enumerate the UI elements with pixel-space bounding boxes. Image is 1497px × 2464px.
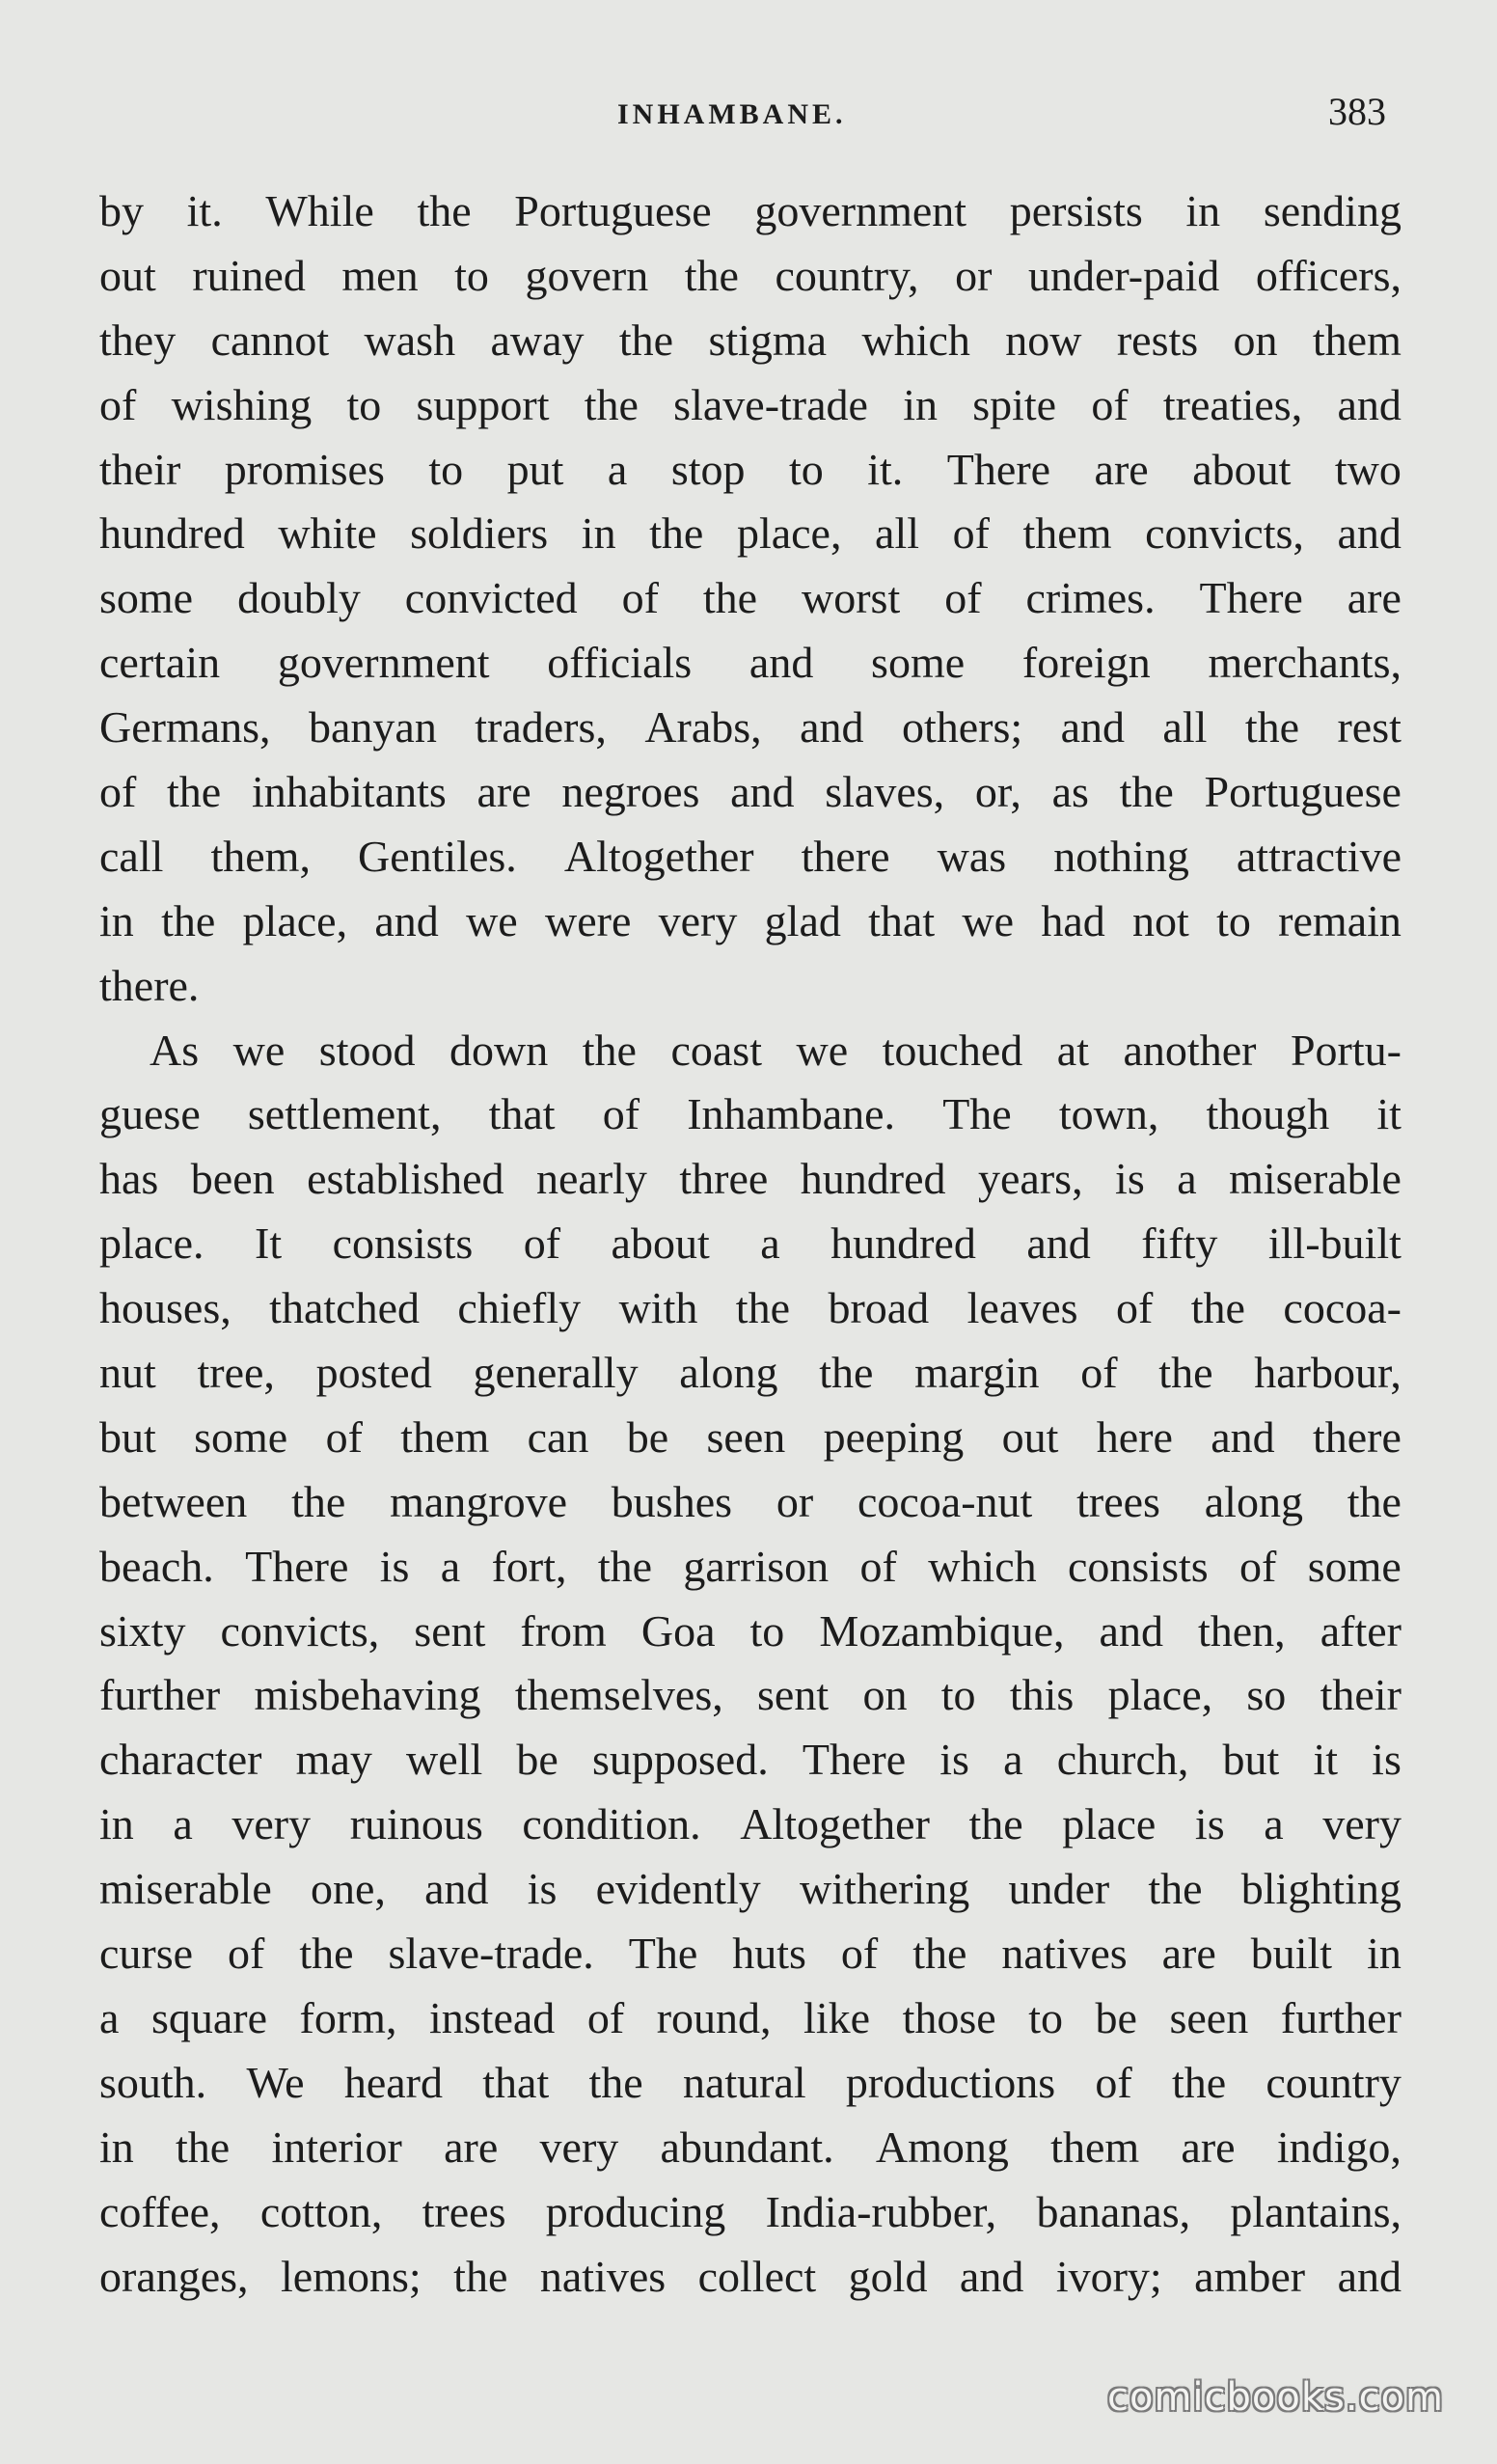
text-line: curse of the slave-trade. The huts of the natives are built in bbox=[99, 1929, 1402, 1979]
text-line: has been established nearly three hundred years, is a miserable bbox=[99, 1154, 1402, 1204]
text-line: As we stood down the coast we touched at another Portu- bbox=[150, 1025, 1402, 1075]
text-line: place. It consists of about a hundred and fifty ill-built bbox=[99, 1218, 1402, 1269]
text-line: their promises to put a stop to it. There are about two bbox=[99, 444, 1402, 494]
text-line: in a very ruinous condition. Altogether the place is a very bbox=[99, 1799, 1402, 1849]
text-line: guese settlement, that of Inhambane. The town, though it bbox=[99, 1089, 1402, 1139]
text-line: oranges, lemons; the natives collect gold and ivory; amber and bbox=[99, 2251, 1402, 2301]
text-line: some doubly convicted of the worst of crimes. There are bbox=[99, 573, 1402, 623]
running-head bbox=[0, 89, 1497, 147]
text-line: they cannot wash away the stigma which now rests on them bbox=[99, 315, 1402, 365]
text-line: by it. While the Portuguese government persists in sending bbox=[99, 186, 1402, 235]
text-line: Germans, banyan traders, Arabs, and others; and all the rest bbox=[99, 702, 1402, 753]
text-line: there. bbox=[99, 960, 200, 1010]
text-line: sixty convicts, sent from Goa to Mozambique, and then, after bbox=[99, 1605, 1402, 1656]
text-line: between the mangrove bushes or cocoa-nut trees along the bbox=[99, 1476, 1402, 1526]
text-line: hundred white soldiers in the place, all of them convicts, and bbox=[99, 508, 1402, 559]
text-line: a square form, instead of round, like those to be seen further bbox=[99, 1992, 1402, 2042]
text-line: but some of them can be seen peeping out here and there bbox=[99, 1411, 1402, 1462]
text-line: of the inhabitants are negroes and slaves, or, as the Portuguese bbox=[99, 767, 1402, 817]
running-head-title: INHAMBANE. bbox=[617, 98, 847, 130]
text-line: miserable one, and is evidently withering under the blighting bbox=[99, 1864, 1402, 1914]
text-line: call them, Gentiles. Altogether there was nothing attractive bbox=[99, 831, 1402, 881]
text-line: houses, thatched chiefly with the broad leaves of the cocoa- bbox=[99, 1283, 1402, 1333]
text-line: further misbehaving themselves, sent on to this place, so their bbox=[99, 1670, 1402, 1720]
text-line: beach. There is a fort, the garrison of which consists of some bbox=[99, 1541, 1402, 1591]
text-line: certain government officials and some foreign merchants, bbox=[99, 638, 1402, 688]
text-line: in the interior are very abundant. Among them are indigo, bbox=[99, 2122, 1402, 2172]
text-line: out ruined men to govern the country, or under-paid officers, bbox=[99, 250, 1402, 300]
text-line: character may well be supposed. There is a church, but it is bbox=[99, 1735, 1402, 1785]
text-line: south. We heard that the natural productions of the country bbox=[99, 2057, 1402, 2107]
text-line: coffee, cotton, trees producing India-rubber, bananas, plantains, bbox=[99, 2186, 1402, 2236]
body-text bbox=[99, 179, 1402, 2309]
text-line: nut tree, posted generally along the margin of the harbour, bbox=[99, 1348, 1402, 1398]
text-line: of wishing to support the slave-trade in spite of treaties, and bbox=[99, 379, 1402, 429]
page-number: 383 bbox=[1328, 90, 1386, 133]
text-line: in the place, and we were very glad that we had not to remain bbox=[99, 895, 1402, 945]
watermark-logo: comicbooks.com bbox=[1107, 2375, 1445, 2420]
